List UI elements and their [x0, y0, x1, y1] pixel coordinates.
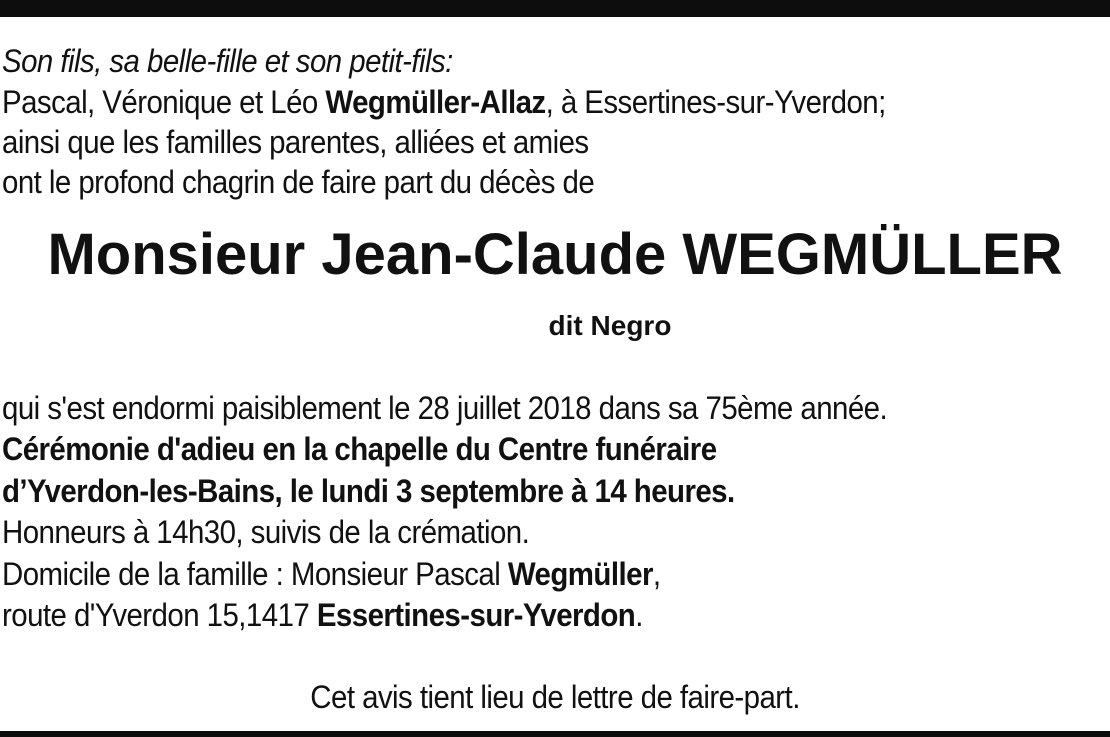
address-town: Essertines-sur-Yverdon	[316, 597, 636, 633]
family-names: Pascal, Véronique et Léo	[2, 84, 326, 120]
domicile-surname: Wegmüller	[507, 556, 653, 592]
top-border-rule	[0, 0, 1110, 17]
closing-text: Cet avis tient lieu de lettre de faire-part.	[310, 679, 800, 715]
domicile-comma: ,	[652, 556, 661, 592]
closing-line	[0, 677, 1110, 717]
domicile-line	[2, 555, 660, 593]
address-street: route d'Yverdon 15,1417	[2, 597, 317, 633]
ceremony-line-2: d’Yverdon-les-Bains, le lundi 3 septembre à 14 heures.	[2, 473, 735, 509]
bottom-border-rule	[0, 731, 1110, 737]
ceremony-line-1: Cérémonie d'adieu en la chapelle du Centre funéraire	[2, 431, 717, 467]
intro-line: Son fils, sa belle-fille et son petit-fils:	[2, 43, 453, 79]
address-period: .	[635, 597, 643, 633]
passing-line: qui s'est endormi paisiblement le 28 juillet 2018 dans sa 75ème année.	[2, 390, 888, 426]
domicile-label: Domicile de la famille : Monsieur Pascal	[2, 556, 508, 592]
address-line	[2, 596, 643, 634]
deceased-nickname: dit Negro	[548, 310, 672, 341]
family-line	[2, 83, 886, 121]
family-surname: Wegmüller-Allaz	[325, 84, 546, 120]
family-location: , à Essertines-sur-Yverdon;	[545, 84, 886, 120]
relatives-line: ainsi que les familles parentes, alliées et amies	[2, 124, 589, 160]
honours-line: Honneurs à 14h30, suivis de la crémation.	[2, 514, 530, 550]
announcement-line: ont le profond chagrin de faire part du décès de	[2, 164, 595, 200]
deceased-name: Monsieur Jean-Claude WEGMÜLLER	[47, 222, 1063, 287]
